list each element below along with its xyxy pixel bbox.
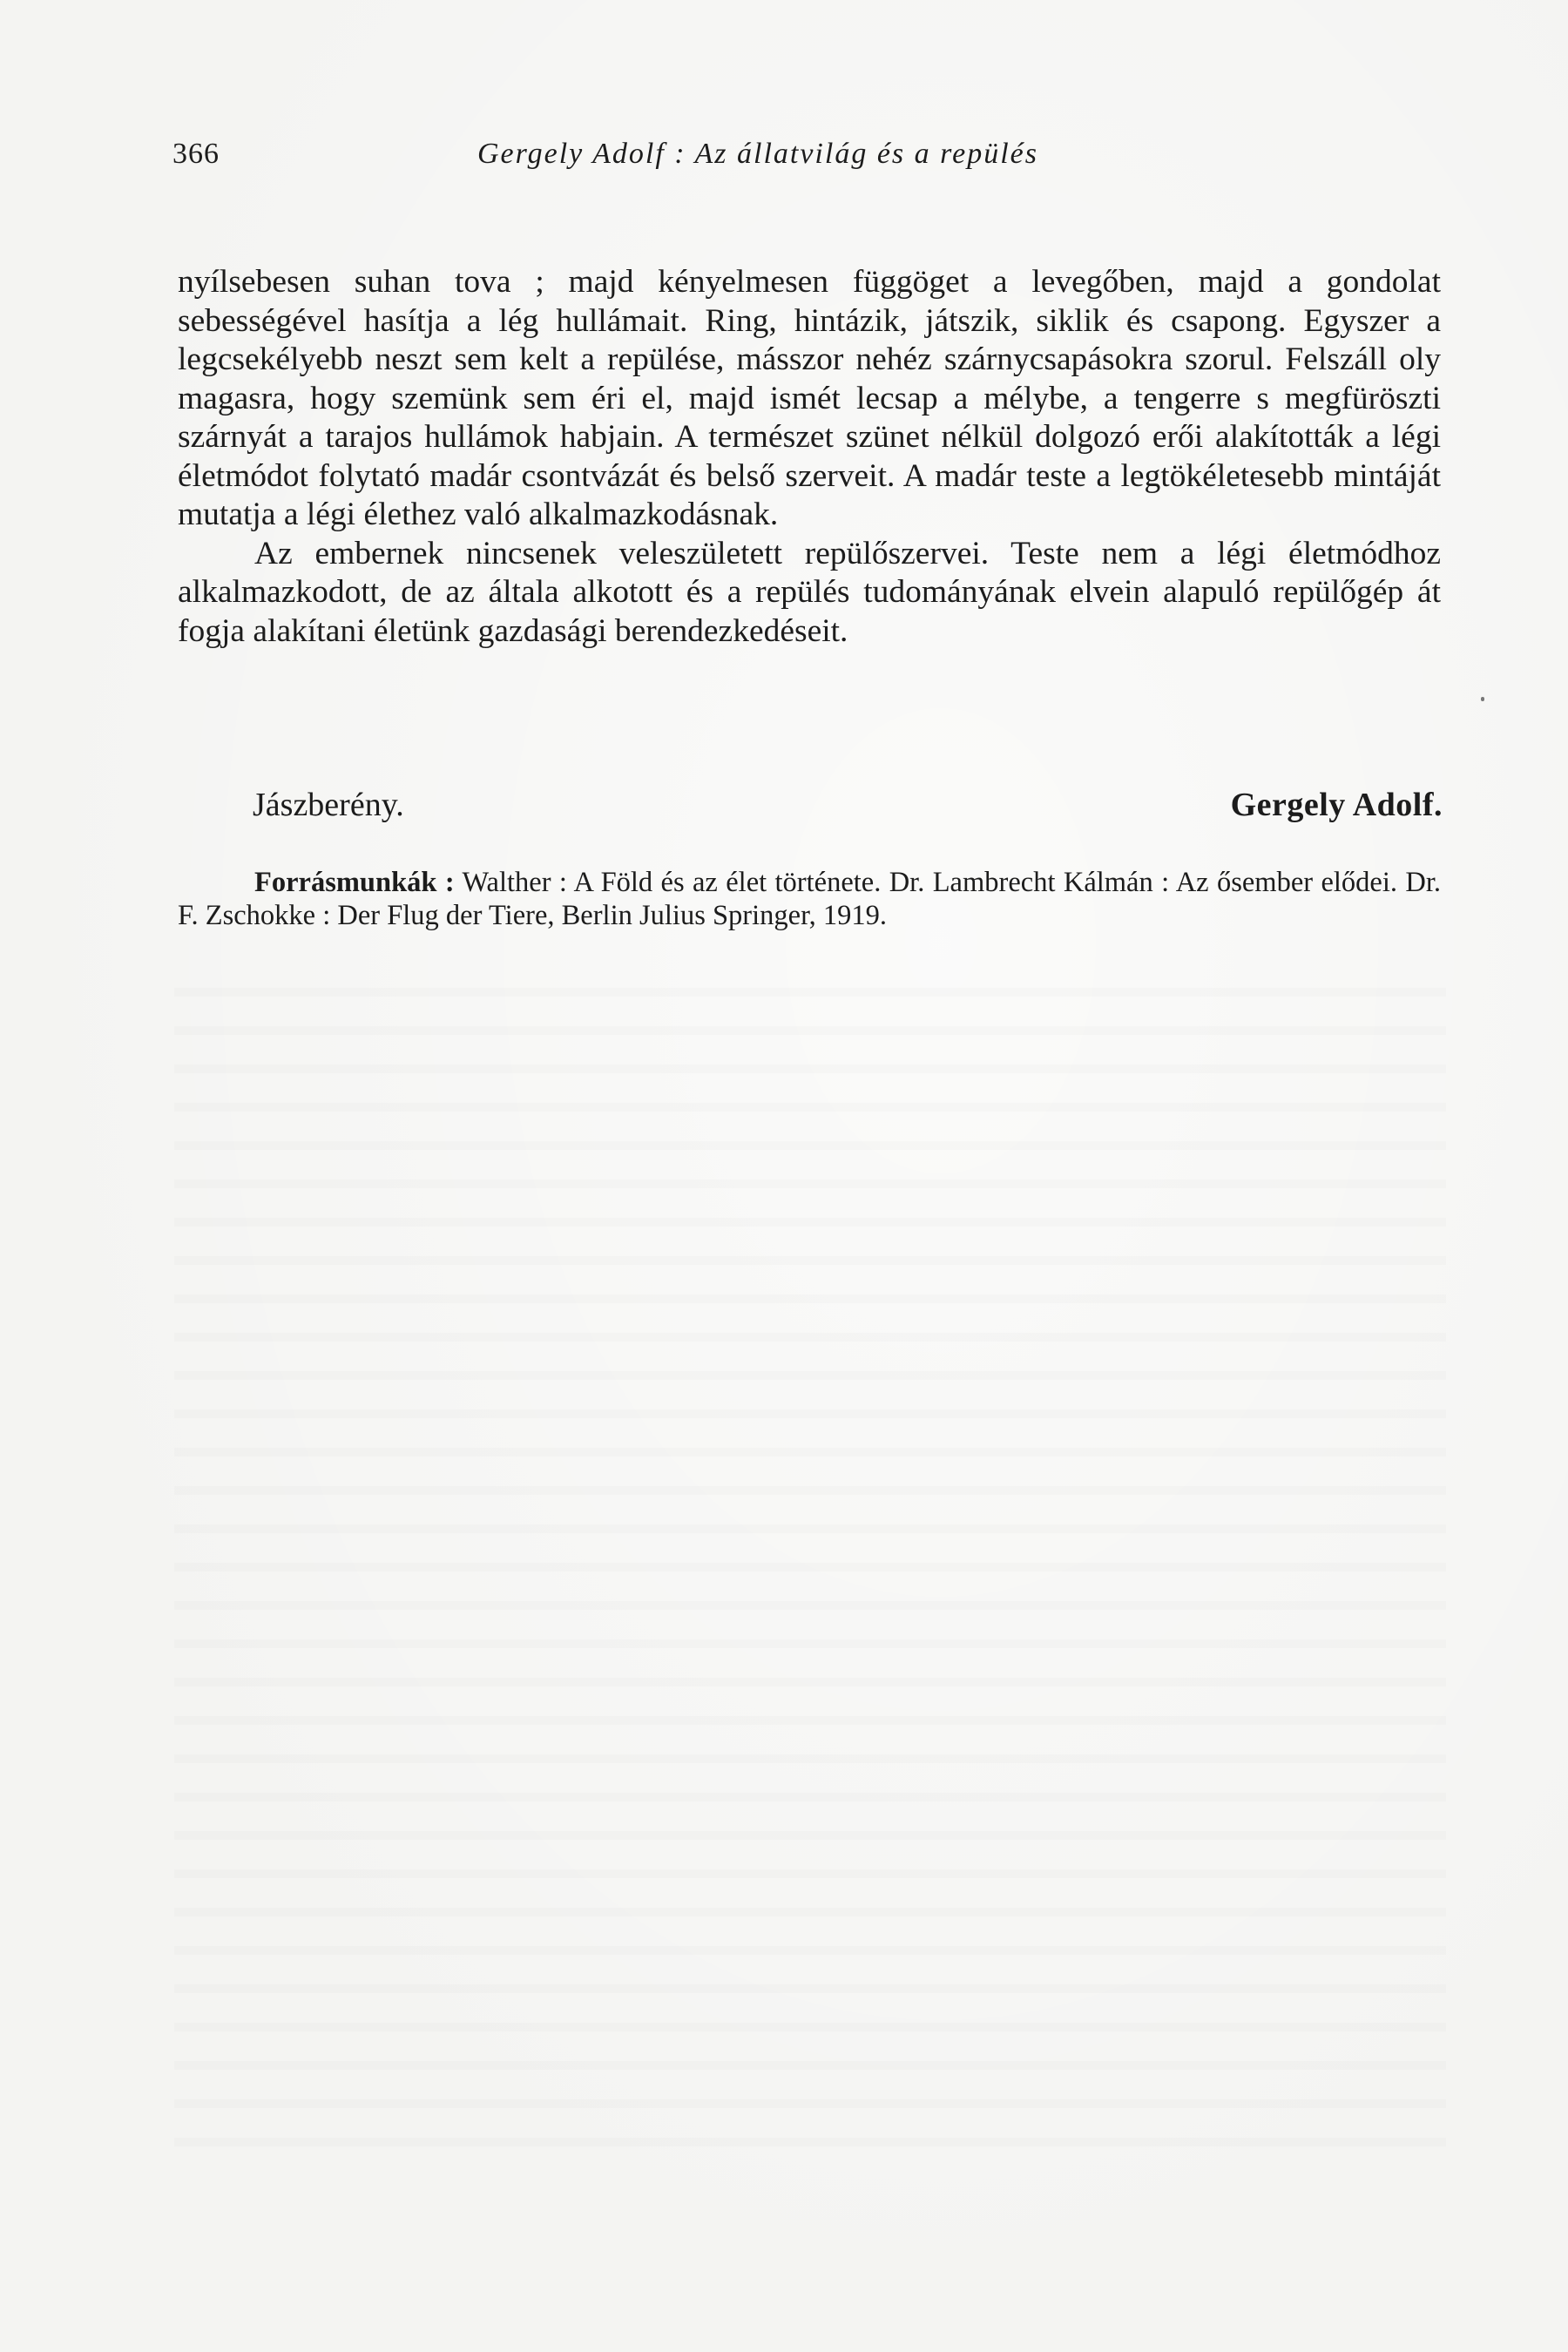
sources-note: [178, 866, 1441, 932]
paper-speck: [1481, 697, 1484, 701]
signature-place: Jászberény.: [253, 787, 404, 823]
body-paragraph-1: nyílsebesen suhan tova ; majd kényelmesen függöget a levegőben, majd a gondolat sebességével hasítja a lég hullámait. Ring, hintázik, játszik, siklik és csapong. Egyszer a legcsekélyebb neszt sem kelt a repülése, másszor nehéz szárnycsapásokra szorul. Felszáll oly magasra, hogy szemünk sem éri el, majd ismét lecsap a mélybe, a tengerre s megfüröszti szárnyát a tarajos hullámok habjain. A természet szünet nélkül dolgozó erői alakították a légi életmódot folytató madár csontvázát és belső szerveit. A madár teste a legtökéletesebb mintáját mutatja a légi élethez való alkalmazkodásnak.: [178, 264, 1441, 532]
sources-text: Walther : A Föld és az élet története. Dr. Lambrecht Kálmán : Az ősember elődei. Dr. F. Zschokke : Der Flug der Tiere, Berlin Julius Springer, 1919.: [178, 867, 1442, 931]
page-number: 366: [172, 138, 220, 170]
show-through-shadow: [174, 958, 1446, 2160]
article-body: [178, 263, 1441, 651]
running-title: Gergely Adolf : Az állatvilág és a repülés: [477, 138, 1038, 170]
sources-label: Forrásmunkák :: [254, 867, 455, 898]
body-paragraph-2: Az embernek nincsenek veleszületett repülőszervei. Teste nem a légi életmódhoz alkalmazkodott, de az általa alkotott és a repülés tudományának elvein alapuló repülőgép át fogja alakítani életünk gazdasági berendezkedéseit.: [178, 535, 1441, 649]
running-head: [172, 138, 1444, 176]
signature-author: Gergely Adolf.: [1230, 787, 1443, 823]
signature-line: [253, 786, 1443, 829]
